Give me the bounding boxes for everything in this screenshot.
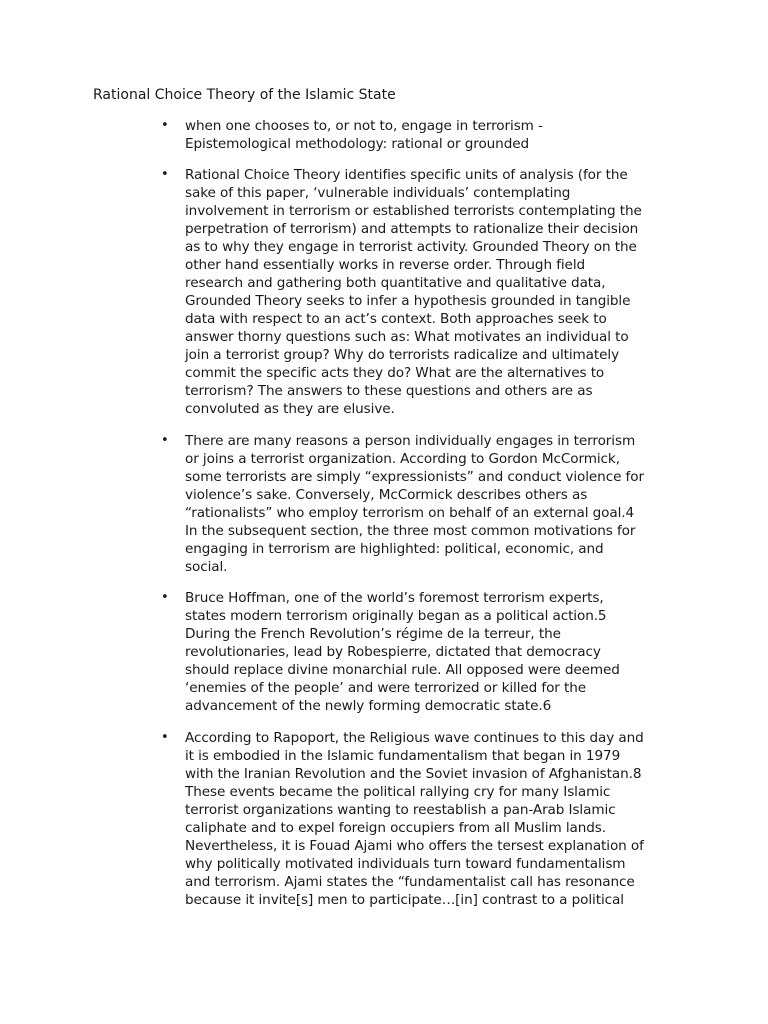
list-item <box>160 166 680 418</box>
bullet-icon: • <box>161 433 169 448</box>
list-item-text: There are many reasons a person individually engages in terrorism or joins a terrorist organization. According to Gordon McCormick, some terrorists are simply “expressionists” and conduct violence for violence’s sake. Conversely, McCormick describes others as “rationalists” who employ terrorism on behalf of an external goal.4 In the subsequent section, the three most common motivations for engaging in terrorism are highlighted: political, economic, and social. <box>185 433 644 575</box>
bullet-icon: • <box>161 118 169 133</box>
list-item-text: when one chooses to, or not to, engage in terrorism - Epistemological methodology: rational or grounded <box>185 118 543 152</box>
document-title: Rational Choice Theory of the Islamic State <box>93 87 396 103</box>
bullet-icon: • <box>161 167 169 182</box>
list-item-text: Rational Choice Theory identifies specific units of analysis (for the sake of this paper, ‘vulnerable individuals’ contemplating involvement in terrorism or established terrorists contemplating the perpetration of terrorism) and attempts to rationalize their decision as to why they engage in terrorist activity. Grounded Theory on the other hand essentially works in reverse order. Through field research and gathering both quantitative and qualitative data, Grounded Theory seeks to infer a hypothesis grounded in tangible data with respect to an act’s context. Both approaches seek to answer thorny questions such as: What motivates an individual to join a terrorist group? Why do terrorists radicalize and ultimately commit the specific acts they do? What are the alternatives to terrorism? The answers to these questions and others are as convoluted as they are elusive. <box>185 167 642 417</box>
list-item-text: Bruce Hoffman, one of the world’s foremost terrorism experts, states modern terrorism originally began as a political action.5 During the French Revolution’s régime de la terreur, the revolutionaries, lead by Robespierre, dictated that democracy should replace divine monarchial rule. All opposed were deemed ‘enemies of the people’ and were terrorized or killed for the advancement of the newly forming democratic state.6 <box>185 590 620 714</box>
list-item <box>160 432 680 576</box>
list-item <box>160 117 680 153</box>
list-item-text: According to Rapoport, the Religious wave continues to this day and it is embodied in the Islamic fundamentalism that began in 1979 with the Iranian Revolution and the Soviet invasion of Afghanistan.8 These events became the political rallying cry for many Islamic terrorist organizations wanting to reestablish a pan-Arab Islamic caliphate and to expel foreign occupiers from all Muslim lands. Nevertheless, it is Fouad Ajami who offers the tersest explanation of why politically motivated individuals turn toward fundamentalism and terrorism. Ajami states the “fundamentalist call has resonance because it invite[s] men to participate…[in] contrast to a political <box>185 730 644 908</box>
bullet-icon: • <box>161 730 169 745</box>
list-item <box>160 589 680 715</box>
list-item <box>160 729 680 909</box>
bullet-icon: • <box>161 590 169 605</box>
bullet-list <box>160 117 680 909</box>
